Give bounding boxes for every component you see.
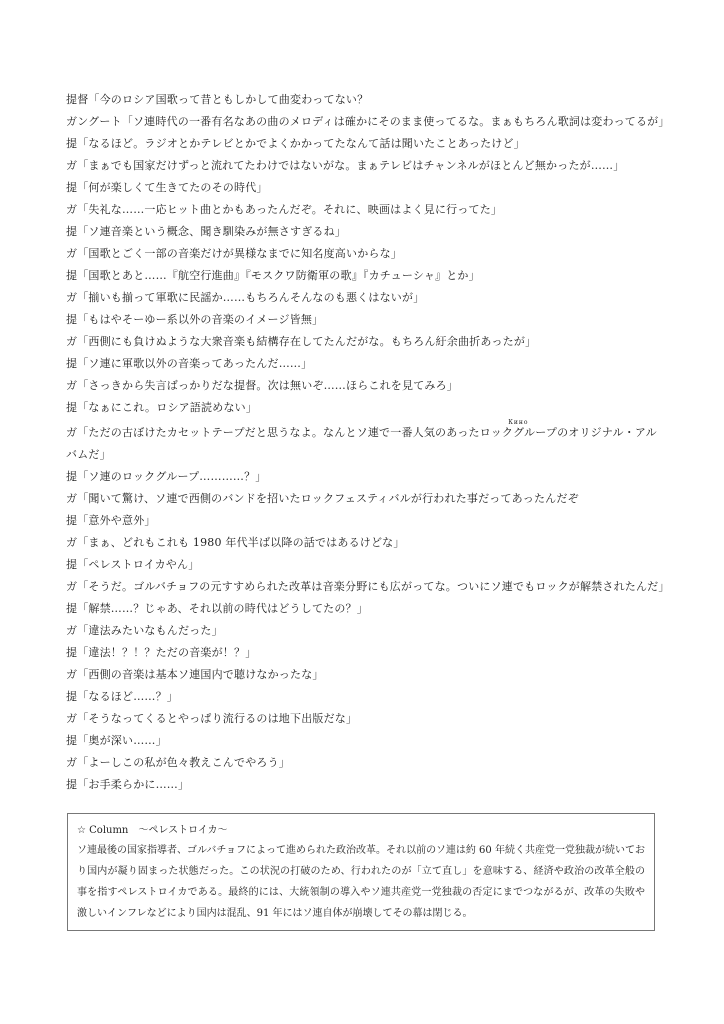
dialogue-line: ガ「まぁでも国家だけずっと流れてたわけではないがな。まぁテレビはチャンネルがほとんど無かったが……」 bbox=[66, 159, 625, 172]
ruby-text: Кино bbox=[479, 419, 558, 426]
dialogue-line: 提「なるほど。ラジオとかテレビとかでよくかかってたなんて話は聞いたことあったけど」 bbox=[66, 137, 525, 150]
dialogue-line: 提「ソ連のロックグループ…………？」 bbox=[66, 470, 267, 483]
dialogue-line: ガ「失礼な……一応ヒット曲とかもあったんだぞ。それに、映画はよく見に行ってた」 bbox=[66, 203, 503, 216]
dialogue-line: 提「意外や意外」 bbox=[66, 514, 156, 527]
dialogue-line: ガ「国歌とごく一部の音楽だけが異様なまでに知名度高いからな」 bbox=[66, 247, 402, 260]
column-body: ソ連最後の国家指導者、ゴルバチョフによって進められた政治改革。それ以前のソ連は約 60 年続く共産党一党独裁が続いており国内が凝り固まった状態だった。この状況の打破のため、行われたのが「立て直し」を意味する、経済や政治の改革全般の事を指すペレストロイカである。最終的には、大統領制の導入やソ連共産党一党独裁の否定にまでつながるが、改革の失敗や激しいインフレなどにより国内は混乱、91 年にはソ連自体が崩壊してその幕は閉じる。 bbox=[77, 845, 645, 919]
dialogue-line: 提「お手柔らかに……」 bbox=[66, 778, 190, 791]
ruby-annotated-word bbox=[479, 419, 558, 439]
dialogue-section bbox=[66, 89, 670, 796]
dialogue-line: 提「違法！？！？ただの音楽が！？」 bbox=[66, 646, 257, 659]
dialogue-line: 提「国歌とあと……『航空行進曲』『モスクワ防衛軍の歌』『カチューシャ』とか」 bbox=[66, 269, 480, 282]
dialogue-line: ガ「違法みたいなもんだった」 bbox=[66, 624, 223, 637]
dialogue-line: 提「ソ連に軍歌以外の音楽ってあったんだ……」 bbox=[66, 357, 313, 370]
dialogue-line: 提督「今のロシア国歌って昔ともしかして曲変わってない？ bbox=[66, 93, 369, 106]
dialogue-line: 提「ペレストロイカやん」 bbox=[66, 558, 200, 571]
dialogue-line: ガ「西側の音楽は基本ソ連国内で聴けなかったな」 bbox=[66, 668, 324, 681]
dialogue-line: ガ「西側にも負けぬような大衆音楽も結構存在してたんだがな。もちろん紆余曲折あったが」 bbox=[66, 335, 537, 348]
dialogue-line: ガ「まぁ、どれもこれも 1980 年代半ば以降の話ではあるけどな」 bbox=[66, 536, 405, 549]
dialogue-line: 提「もはやそーゆー系以外の音楽のイメージ皆無」 bbox=[66, 313, 324, 326]
dialogue-line: ガ「聞いて驚け、ソ連で西側のバンドを招いたロックフェスティバルが行われた事だってあったんだぞ bbox=[66, 492, 579, 505]
dialogue-line: ガ「そうなってくるとやっぱり流行るのは地下出版だな」 bbox=[66, 712, 358, 725]
dialogue-line: ガ「そうだ。ゴルバチョフの元すすめられた改革は音楽分野にも広がってな。ついにソ連でもロックが解禁されたんだ」 bbox=[66, 580, 670, 593]
dialogue-line: ガ「さっきから失言ばっかりだな提督。次は無いぞ……ほらこれを見てみろ」 bbox=[66, 379, 458, 392]
dialogue-line: 提「解禁……？じゃあ、それ以前の時代はどうしてたの？」 bbox=[66, 602, 368, 615]
dialogue-line: ガ「よーしこの私が色々教えこんでやろう」 bbox=[66, 756, 290, 769]
dialogue-line: 提「何が楽しくて生きてたのその時代」 bbox=[66, 181, 268, 194]
ruby-line-before: ガ「ただの古ぼけたカセットテープだと思うなよ。なんとソ連で一番人気のあった bbox=[66, 426, 480, 439]
ruby-base: ロックグループ bbox=[479, 426, 558, 439]
dialogue-line-ruby bbox=[66, 419, 666, 466]
ruby-line-after: のオリジナル・アルバムだ」 bbox=[66, 426, 657, 461]
dialogue-line: ガングート「ソ連時代の一番有名なあの曲のメロディは確かにそのまま使ってるな。まぁもちろん歌詞は変わってるが」 bbox=[66, 115, 670, 128]
column-box bbox=[67, 813, 655, 931]
dialogue-line: 提「奥が深い……」 bbox=[66, 734, 167, 747]
column-title: ☆ Column ～ペレストロイカ～ bbox=[77, 825, 228, 836]
dialogue-line: 提「なるほど……？」 bbox=[66, 690, 178, 703]
dialogue-line: 提「ソ連音楽という概念、聞き馴染みが無さすぎるね」 bbox=[66, 225, 346, 238]
dialogue-line: 提「なぁにこれ。ロシア語読めない」 bbox=[66, 401, 258, 414]
dialogue-line: ガ「揃いも揃って軍歌に民謡か……もちろんそんなのも悪くはないが」 bbox=[66, 291, 425, 304]
